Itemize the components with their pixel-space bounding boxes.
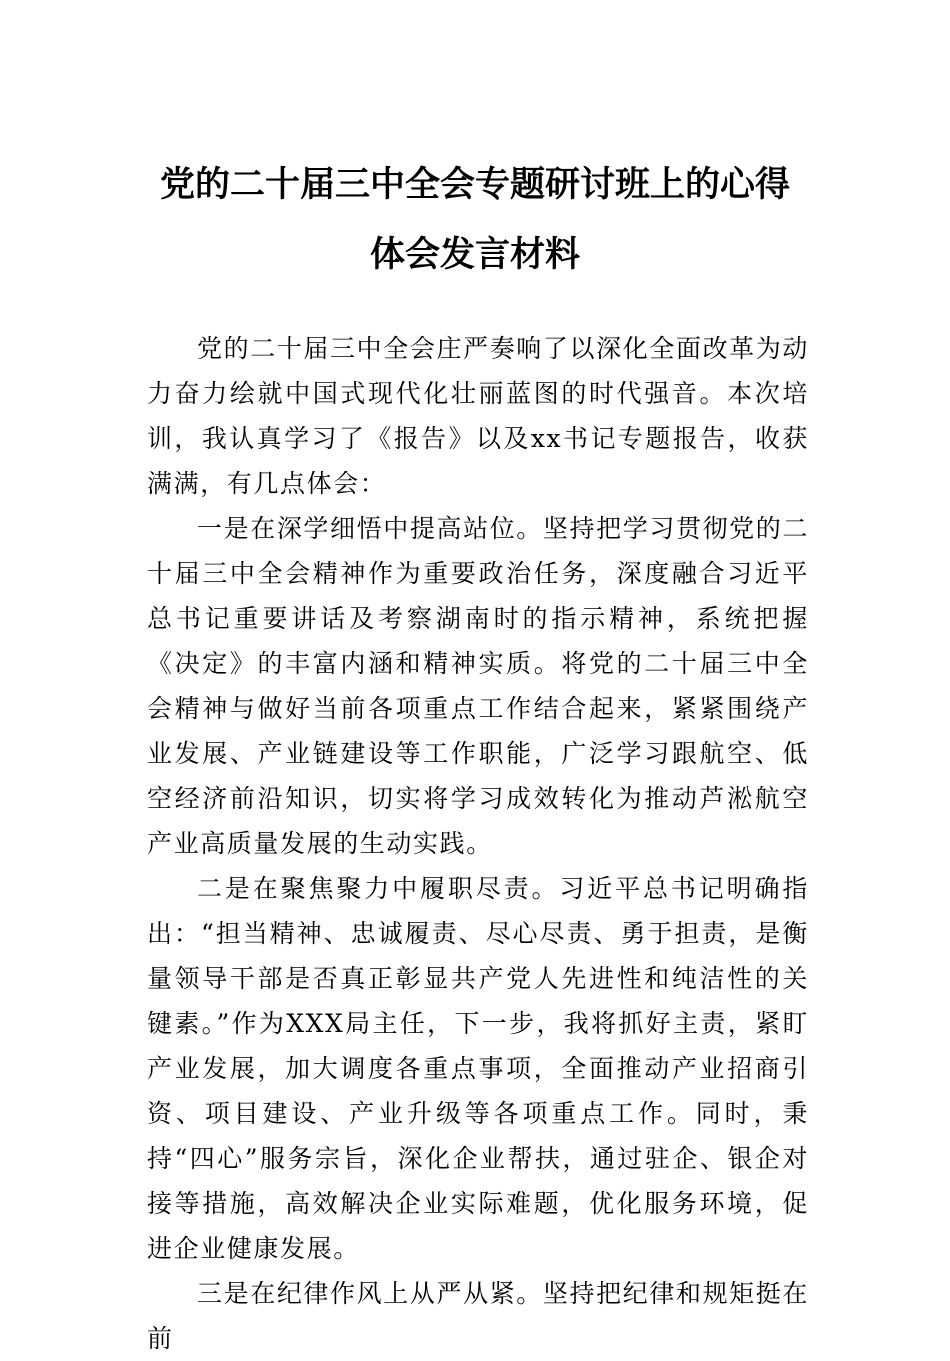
paragraph-intro: 党的二十届三中全会庄严奏响了以深化全面改革为动力奋力绘就中国式现代化壮丽蓝图的时代强音。本次培训，我认真学习了《报告》以及xx书记专题报告，收获满满，有几点体会： bbox=[147, 334, 809, 498]
paragraph-point-one: 一是在深学细悟中提高站位。坚持把学习贯彻党的二十届三中全会精神作为重要政治任务，深度融合习近平总书记重要讲话及考察湖南时的指示精神，系统把握《决定》的丰富内涵和精神实质。将党的二十届三中全会精神与做好当前各项重点工作结合起来，紧紧围绕产业发展、产业链建设等工作职能，广泛学习跟航空、低空经济前沿知识，切实将学习成效转化为推动芦淞航空产业高质量发展的生动实践。 bbox=[147, 514, 809, 858]
title-line-1: 党的二十届三中全会专题研讨班上的心得 bbox=[159, 164, 790, 205]
title-line-2: 体会发言材料 bbox=[369, 234, 580, 275]
paragraph-point-two: 二是在聚焦聚力中履职尽责。习近平总书记明确指出：“担当精神、忠诚履责、尽心尽责、勇于担责，是衡量领导干部是否真正彰显共产党人先进性和纯洁性的关键素。”作为XXX局主任，下一步，我将抓好主责，紧盯产业发展，加大调度各重点事项，全面推动产业招商引资、项目建设、产业升级等各项重点工作。同时，秉持“四心”服务宗旨，深化企业帮扶，通过驻企、银企对接等措施，高效解决企业实际难题，优化服务环境，促进企业健康发展。 bbox=[147, 874, 809, 1263]
paragraph-point-three: 三是在纪律作风上从严从紧。坚持把纪律和规矩挺在前 bbox=[147, 1279, 809, 1353]
document-body bbox=[147, 326, 809, 1361]
document-title bbox=[120, 150, 830, 290]
